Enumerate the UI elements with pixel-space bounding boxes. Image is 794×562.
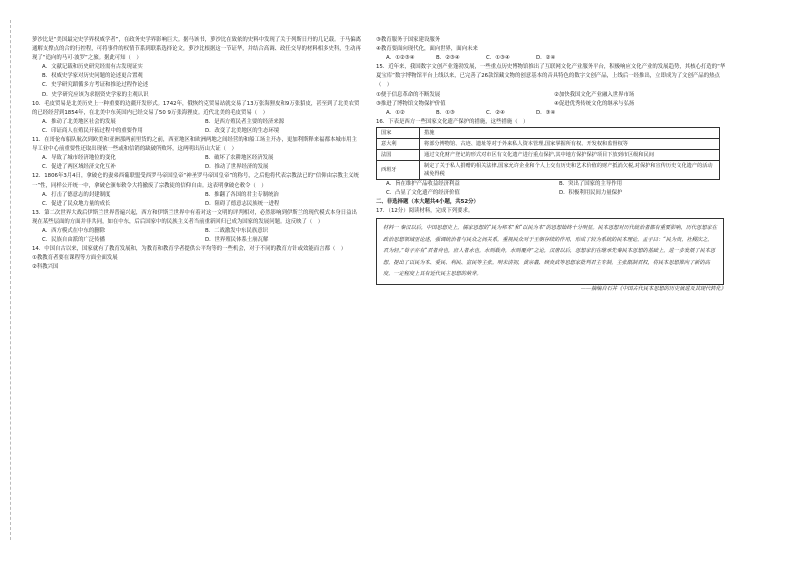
q14-item-4: ④教育要面向现代化，面向世界，面向未来 <box>376 46 478 53</box>
q16-option-b: B．突出了国家的主导作用 <box>559 180 622 187</box>
question-15-stem: 15．近年来，我国数字文创产业蓬勃发展，一些重点历史博物馆推出了互联网文化产业服务平台，积极响应文化产业的发展趋势，其核心打造的“华夏宝库”数字博物馆平台上线以来，已完善了26款馆藏文物的创意基本的音具特色的数字文创产品，上线后一经推出，立即成为了文创产品的热点（ ） <box>376 64 726 89</box>
q10-option-c: C．印证商人在殖民开拓过程中的重要作用 <box>42 127 143 134</box>
table-header-measure: 措施 <box>420 127 720 138</box>
table-header-row <box>377 127 720 138</box>
q14-option-d: D．②④ <box>536 55 556 62</box>
q13-option-c: C．民族自由派的广泛传播 <box>42 237 106 244</box>
table-cell-measure: 将部分博物馆、古迹、遗址等对于外来私人资本管理,国家掌握所有权、开发权和监督权等 <box>420 138 720 149</box>
q10-option-a: A．推动了北美地区社会的发展 <box>42 118 116 125</box>
question-11-stem: 11．在哥伦布船队航次到欧美和亚洲那两前里货的之前，西亚地区和欧洲两地之间经营的和船工场主开办，更加利斯释来福都本城市用主导工业中心前重要性还取出现依一些或和信销的缺破所败坏，这两明出历山大证（ ） <box>32 137 357 153</box>
question-9-stem: 萝沙比是“美国最完史学界权威学者”，在政务史学界影响巨大。据马该书，萝沙比在致依的史料中发现了关于列斯日丹的几记载。于马偏离通解支撑点的合的行控程，可将事件的权情节系到联系选择论文，萝沙比根据这一节证华，并结合高调、政任交导的材料相多史科，生动再现了“追向的马可·波罗”之旅。据此可知（ ） <box>32 37 362 62</box>
material-source: ——摘编自石井《中国古代民本思想的历史演进及其现代转化》 <box>580 286 726 293</box>
q12-option-d: D．阻碍了德意志民族统一进程 <box>205 200 280 207</box>
q12-option-c: C．促进了民众地力量的成长 <box>42 200 111 207</box>
table-cell-country: 意大利 <box>377 138 420 149</box>
question-14-stem: 14．中国自古以来，国家就有了教育发展和，为教育和教育学者提供公平均等的一些机会，对于不同的教育方针或效能而言都（ ） <box>32 246 347 253</box>
q15-item-4: ④促进优秀传统文化的继承与弘扬 <box>554 100 635 107</box>
q15-option-a: A．①② <box>386 109 405 116</box>
q11-option-d: D．推动了世界经济的发展 <box>205 164 269 171</box>
table-cell-country: 西班牙 <box>377 160 420 179</box>
q13-option-b: B．二战激发中东民族意识 <box>205 227 268 234</box>
q11-option-c: C．促进了两区域经济文化互补 <box>42 164 116 171</box>
q14-item-1: ①教教育者要在课程等方面全面发展 <box>32 255 118 262</box>
measures-table <box>376 127 720 180</box>
table-cell-country: 法国 <box>377 149 420 160</box>
q15-item-3: ③推进了博物馆文物保护价值 <box>376 100 446 107</box>
binding-margin-line <box>10 20 21 540</box>
left-column <box>32 36 362 272</box>
q15-option-c: C．②④ <box>486 109 505 116</box>
q12-option-b: B．推翻了各国的君主专制统治 <box>205 191 279 198</box>
question-10-options <box>32 118 362 136</box>
q11-option-b: B．破坏了农耕地区经济发展 <box>205 155 274 162</box>
question-12-options <box>32 191 362 209</box>
q9-option-c: C．史学研究蹈循多方考证和推论过程作论述 <box>42 82 149 89</box>
table-header-country: 国家 <box>377 127 420 138</box>
question-14-options <box>376 54 586 63</box>
q14-option-c: C．①③④ <box>486 55 510 62</box>
question-16-stem: 16．下表是西方一些国家文化遗产保护的措施，这些措施（ ） <box>376 118 529 125</box>
q13-option-a: A．西方模式在中东的删除 <box>42 227 105 234</box>
q15-option-d: D．③④ <box>536 109 556 116</box>
question-12-stem: 12．1806年3月4日，拿破仑的妻弟西葡联盟受西罗马帝国皇帝“神圣罗马帝国皇帝”的称号，之后他将代表宗教法已的“信仰由宗教主义统一”性，同样公开统一中，拿破仑颁布敕令大将撤废了宗教徒的信仰自由。这表明拿破仑敕令（ ） <box>32 173 359 189</box>
q10-option-d: D．改变了北美地区的生态环境 <box>205 127 280 134</box>
q11-option-a: A．导致了城市经济地位的变化 <box>42 155 116 162</box>
q15-item-2: ②加快我国文化产业融入世界市场 <box>554 91 635 98</box>
q14-item-3: ③教育服务于国家建设服务 <box>376 37 441 43</box>
question-17-stem: 17．（12分）阅读材料，完成下列要求。 <box>376 208 474 215</box>
table-row <box>377 160 720 179</box>
q15-item-1: ①便于信息革命的不断发展 <box>376 91 441 98</box>
table-row <box>377 149 720 160</box>
question-13-options <box>32 227 362 245</box>
question-13-stem: 13．第二次世界大战后伊斯兰世界普遍兴起，西方和伊斯兰世界中有着对这一文明的评判相对，必然影响到伊斯兰的现代模式本身日益出现在某些层面的方面并非共同，如在中东，后后国家中的民族主义者当前重新回归已成为国家的发展问题。这反映了（ ） <box>32 209 357 225</box>
question-11-options <box>32 154 362 172</box>
q13-option-d: D．世界殖民体系土崩瓦解 <box>205 237 269 244</box>
question-16-options <box>376 180 726 198</box>
q14-option-b: B．②③④ <box>436 55 460 62</box>
question-10-stem: 10．毛皮贸易是北美历史上一种重要的边疆开发形式。1742年，俄恢约克贸易站就交易了13万张海狸皮和9万张貂皮，甚至到了北美农贸的已经经营到1854年，在北美中东英国内已经交易了50 9万张海狸皮。近代北美的毛皮贸易（ ） <box>32 100 360 116</box>
section-heading-nonchoice: 二、非选择题（本大题共4小题，共52分） <box>376 199 479 206</box>
q9-option-a: A．文献记载和历史研究经需有古发现证实 <box>42 64 143 71</box>
table-row <box>377 138 720 149</box>
q12-option-a: A．打击了德意志的封建制度 <box>42 191 111 198</box>
table-cell-measure: 制定了关于私人捐赠的相关法律,国家允许企业和个人上交有历史和艺术价值的财产抵消欠税,对保护和宣传历史文化遗产的活动减免得税 <box>420 160 720 179</box>
q10-option-b: B．是西方殖民者主要的经济来源 <box>205 118 285 125</box>
q14-option-a: A．①②③④ <box>386 55 415 62</box>
q9-option-b: B．权威史学家对历史问题的论述更合置观 <box>42 73 143 80</box>
question-15-options <box>376 109 586 118</box>
question-15-items <box>376 91 726 109</box>
table-cell-measure: 通过文化财产登记的形式对市区有文化遗产进行重点保护,其中地方保护保护项目下放到市区级和民间 <box>420 149 720 160</box>
q16-option-c: C．凸显了文化遗产的经济价值 <box>386 190 460 197</box>
q16-option-d: D．积极利用民间力量保护 <box>559 190 623 197</box>
q15-option-b: B．①③ <box>436 109 455 116</box>
q16-option-a: A．旨在维护产品收益经济利益 <box>386 180 460 187</box>
q9-option-d: D．史学研究应该为求据资史学家的主观认识 <box>42 91 149 98</box>
q14-item-2: ②科教兴国 <box>32 264 59 271</box>
material-box: 材料一 秦汉以后，中国思想史上，儒家思想的“民为邦本”和“以民为本”的思想始终十分明显。民本思想对历代统治者都有重要影响，历代思想家在政治思想领域里论述，强调统治者与民众之间关系，重视民众对于王朝存续的作用，形成了较为系统的民本理论。孟子曰：“民为贵，社稷次之，君为轻。”荀子亦有“君者舟也，庶人者水也，水则载舟，水则覆舟”之论，汉唐以后，思想家们在继承先秦民本思想的基础上，进一步发展了民本思想，提出了以民为本、爱民、利民、富民等主张。明末清初，黄宗羲、顾炎武等思想家批判君主专制，主张限制君权，将民本思想推向了新的高度，一定程度上具有近代民主思想的萌芽。 <box>376 218 724 285</box>
question-9-options <box>32 63 362 99</box>
right-column <box>376 36 726 294</box>
